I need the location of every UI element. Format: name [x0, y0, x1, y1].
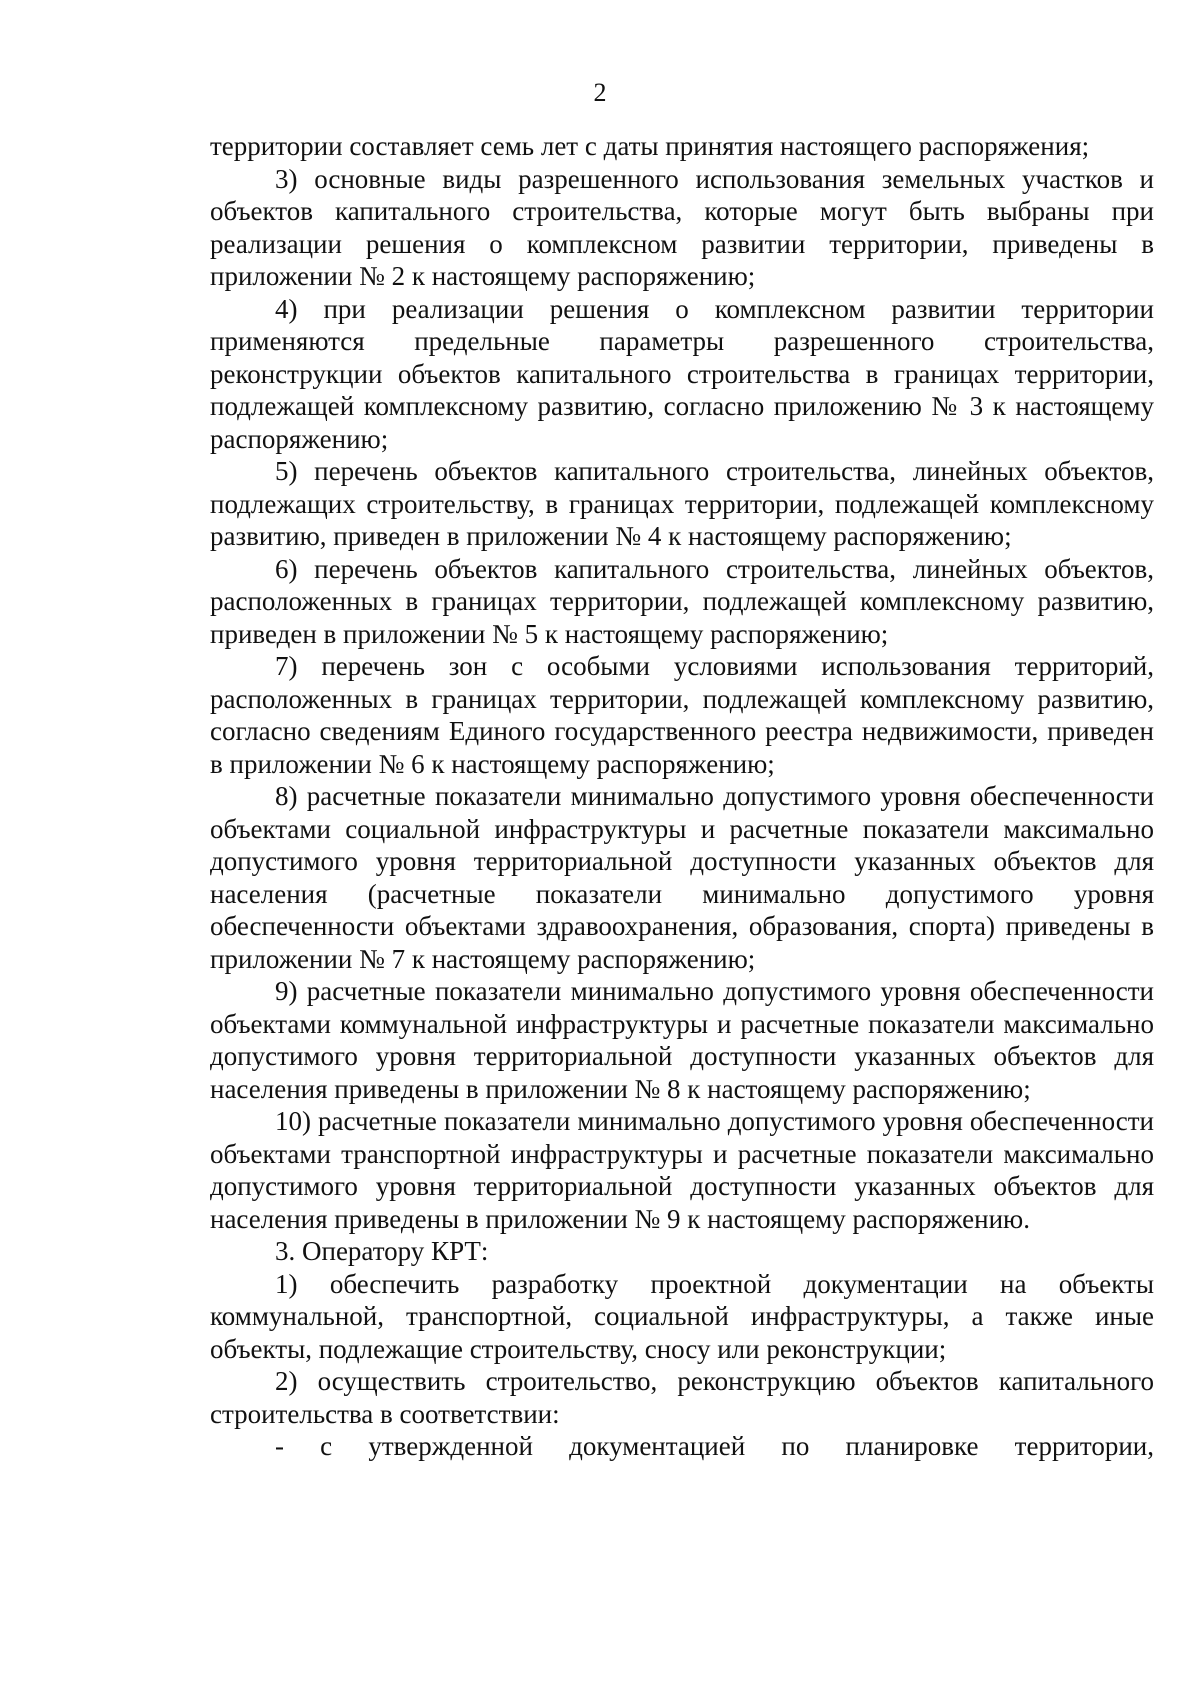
paragraph-item-4: 4) при реализации решения о комплексном развитии территории применяются предельные параметры разрешенного строительства, реконструкции объектов капитального строительства в границах территории, подлежащей комплексному развитию, согласно приложению № 3 к настоящему распоряжению;: [210, 293, 1154, 454]
paragraph-item-5: 5) перечень объектов капитального строительства, линейных объектов, подлежащих строительству, в границах территории, подлежащей комплексному развитию, приведен в приложении № 4 к настоящему распоряжению;: [210, 456, 1154, 551]
paragraph-item-7: 7) перечень зон с особыми условиями использования территорий, расположенных в границах территории, подлежащей комплексному развитию, согласно сведениям Единого государственного реестра недвижимости, приведен в приложении № 6 к настоящему распоряжению;: [210, 651, 1154, 779]
paragraph-item-6: 6) перечень объектов капитального строительства, линейных объектов, расположенных в границах территории, подлежащей комплексному развитию, приведен в приложении № 5 к настоящему распоряжению;: [210, 553, 1154, 649]
paragraph-item-10: 10) расчетные показатели минимально допустимого уровня обеспеченности объектами транспортной инфраструктуры и расчетные показатели максимально допустимого уровня территориальной доступности указанных объектов для населения приведены в приложении № 9 к настоящему распоряжению.: [210, 1106, 1154, 1234]
paragraph-subitem-2: 2) осуществить строительство, реконструкцию объектов капитального строительства в соответствии:: [210, 1366, 1154, 1429]
paragraph-item-8: 8) расчетные показатели минимально допустимого уровня обеспеченности объектами социальной инфраструктуры и расчетные показатели максимально допустимого уровня территориальной доступности указанных объектов для населения (расчетные показатели минимально допустимого уровня обеспеченности объектами здравоохранения, образования, спорта) приведены в приложении № 7 к настоящему распоряжению;: [210, 781, 1154, 974]
paragraph-item-9: 9) расчетные показатели минимально допустимого уровня обеспеченности объектами коммунальной инфраструктуры и расчетные показатели максимально допустимого уровня территориальной доступности указанных объектов для населения приведены в приложении № 8 к настоящему распоряжению;: [210, 976, 1154, 1104]
page-number: 2: [593, 78, 607, 107]
paragraph-dash-item: - с утвержденной документацией по планировке территории,: [275, 1431, 1154, 1461]
paragraph-item-3: 3) основные виды разрешенного использования земельных участков и объектов капитального строительства, которые могут быть выбраны при реализации решения о комплексном развитии территории, приведены в приложении № 2 к настоящему распоряжению;: [210, 163, 1154, 291]
paragraph-subitem-1: 1) обеспечить разработку проектной документации на объекты коммунальной, транспортной, социальной инфраструктуры, а также иные объекты, подлежащие строительству, сносу или реконструкции;: [210, 1268, 1154, 1364]
document-body: [210, 130, 1154, 1463]
section-heading-3: 3. Оператору КРТ:: [275, 1236, 489, 1266]
paragraph-continuation: территории составляет семь лет с даты принятия настоящего распоряжения;: [210, 131, 1090, 161]
